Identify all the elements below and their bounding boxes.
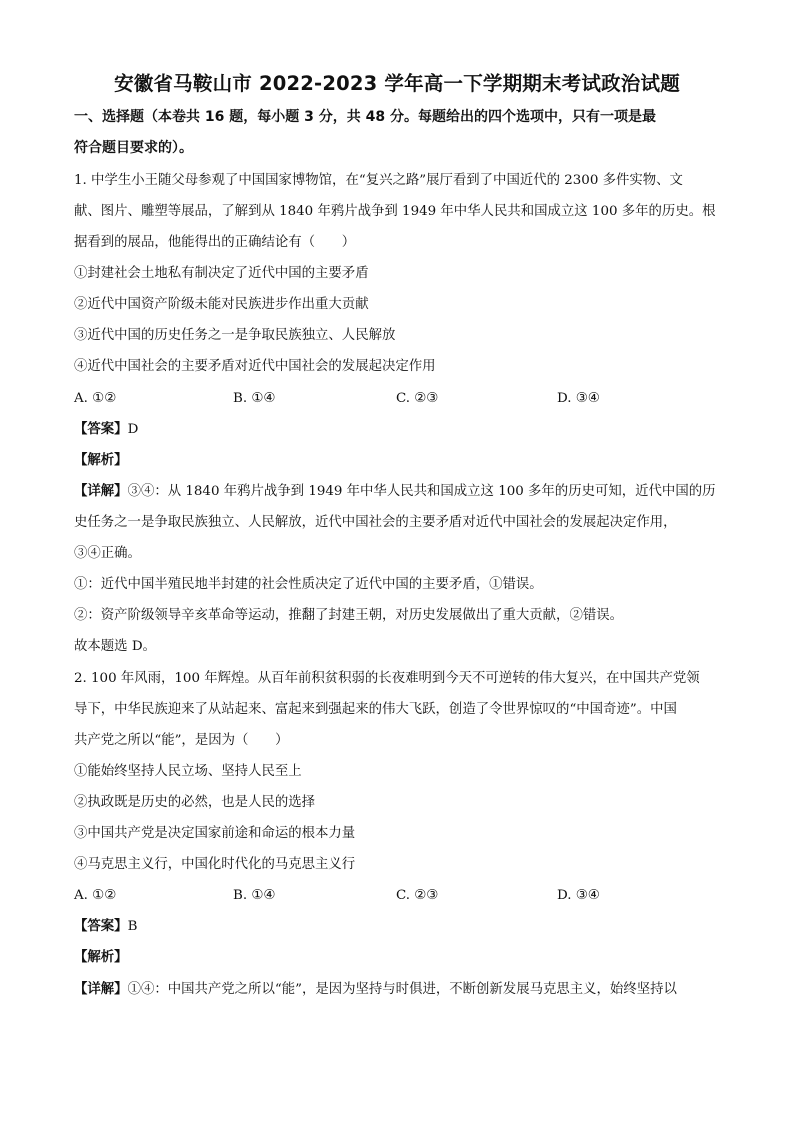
q2-option-d: D. ③④	[557, 888, 600, 903]
q1-option-c: C. ②③	[396, 391, 439, 406]
q1-analysis	[74, 452, 724, 470]
q2-option-c: C. ②③	[396, 888, 439, 903]
q1-statement-3: ③近代中国的历史任务之一是争取民族独立、人民解放	[74, 328, 396, 343]
q2-stem-line-2: 导下，中华民族迎来了从站起来、富起来到强起来的伟大飞跃，创造了令世界惊叹的“中国奇迹”。中国	[74, 702, 677, 717]
q1-detail-line-3: ③④正确。	[74, 546, 141, 561]
analysis-tag: 【解析】	[74, 950, 128, 965]
q1-option-a: A. ①②	[74, 391, 117, 406]
q1-stem-line-3: 据看到的展品，他能得出的正确结论有（ ）	[74, 235, 356, 250]
q2-detail-line-1	[74, 981, 724, 999]
q1-statement-4: ④近代中国社会的主要矛盾对近代中国社会的发展起决定作用	[74, 359, 436, 374]
q2-stem-line-1: 2. 100 年风雨，100 年辉煌。从百年前积贫积弱的长夜难明到今天不可逆转的伟大复兴，在中国共产党领	[74, 671, 700, 686]
q2-option-b: B. ①④	[233, 888, 276, 903]
q1-detail-line-6: 故本题选 D。	[74, 639, 156, 654]
q1-detail-text: ③④：从 1840 年鸦片战争到 1949 年中华人民共和国成立这 100 多年的历史可知，近代中国的历	[127, 484, 716, 499]
q2-statement-3: ③中国共产党是决定国家前途和命运的根本力量	[74, 826, 356, 841]
q2-statement-1: ①能始终坚持人民立场、坚持人民至上	[74, 764, 302, 779]
detail-tag: 【详解】	[74, 484, 128, 499]
q2-stem-line-3: 共产党之所以“能”，是因为（ ）	[74, 733, 289, 748]
q2-analysis	[74, 949, 724, 967]
analysis-tag: 【解析】	[74, 453, 128, 468]
exam-title: 安徽省马鞍山市 2022-2023 学年高一下学期期末考试政治试题	[114, 72, 680, 95]
q1-statement-1: ①封建社会土地私有制决定了近代中国的主要矛盾	[74, 266, 369, 281]
q1-statement-2: ②近代中国资产阶级未能对民族进步作出重大贡献	[74, 297, 369, 312]
q2-statement-4: ④马克思主义行，中国化时代化的马克思主义行	[74, 857, 356, 872]
q1-stem-line-2: 献、图片、雕塑等展品，了解到从 1840 年鸦片战争到 1949 年中华人民共和国成立这 100 多年的历史。根	[74, 204, 716, 219]
q1-answer	[74, 421, 724, 439]
section-heading-line-2: 符合题目要求的）。	[74, 140, 193, 156]
q2-answer	[74, 918, 724, 936]
q1-option-b: B. ①④	[233, 391, 276, 406]
q2-statement-2: ②执政既是历史的必然，也是人民的选择	[74, 795, 316, 810]
q1-detail-line-2: 史任务之一是争取民族独立、人民解放，近代中国社会的主要矛盾对近代中国社会的发展起决定作用，	[74, 515, 677, 530]
q1-detail-line-4: ①：近代中国半殖民地半封建的社会性质决定了近代中国的主要矛盾，①错误。	[74, 577, 543, 592]
section-heading-line-1: 一、选择题（本卷共 16 题，每小题 3 分，共 48 分。每题给出的四个选项中，只有一项是最	[74, 109, 656, 125]
answer-tag: 【答案】	[74, 919, 128, 934]
q2-option-a: A. ①②	[74, 888, 117, 903]
detail-tag: 【详解】	[74, 982, 128, 997]
q1-detail-line-5: ②：资产阶级领导辛亥革命等运动，推翻了封建王朝，对历史发展做出了重大贡献，②错误。	[74, 608, 624, 623]
q2-answer-value: B	[127, 919, 138, 934]
q1-stem-line-1: 1. 中学生小王随父母参观了中国国家博物馆，在“复兴之路”展厅看到了中国近代的 2300 多件实物、文	[74, 173, 683, 188]
q1-answer-value: D	[127, 422, 139, 437]
answer-tag: 【答案】	[74, 422, 128, 437]
q2-detail-text: ①④：中国共产党之所以“能”，是因为坚持与时俱进，不断创新发展马克思主义，始终坚持以	[127, 982, 677, 997]
q1-detail-line-1	[74, 483, 724, 501]
q1-option-d: D. ③④	[557, 391, 600, 406]
